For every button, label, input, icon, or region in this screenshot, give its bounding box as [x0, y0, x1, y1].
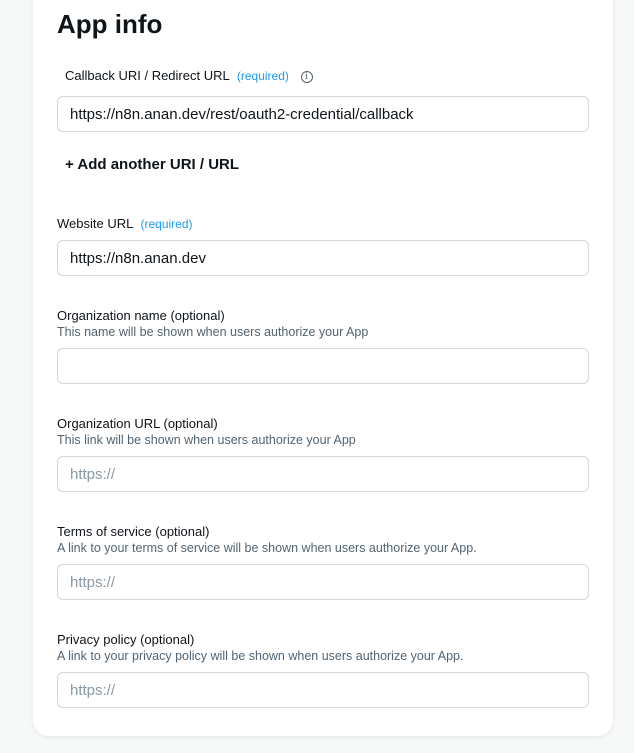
org-name-helper: This name will be shown when users authorize your App [57, 325, 369, 339]
org-url-input[interactable] [57, 456, 589, 492]
org-url-label-row [57, 416, 218, 432]
org-name-label: Organization name [57, 308, 167, 323]
info-icon[interactable]: i [301, 71, 313, 83]
privacy-label: Privacy policy [57, 632, 137, 647]
callback-required-tag: (required) [236, 69, 289, 83]
org-url-helper: This link will be shown when users authorize your App [57, 433, 356, 447]
privacy-label-row [57, 632, 194, 648]
page-title: App info [57, 9, 163, 39]
privacy-optional-tag: (optional) [140, 632, 195, 647]
terms-optional-tag: (optional) [155, 524, 210, 539]
callback-url-input[interactable] [57, 96, 589, 132]
terms-helper: A link to your terms of service will be shown when users authorize your App. [57, 541, 477, 555]
org-name-optional-tag: (optional) [170, 308, 225, 323]
org-url-label: Organization URL [57, 416, 160, 431]
org-name-input[interactable] [57, 348, 589, 384]
website-required-tag: (required) [140, 217, 193, 231]
org-url-optional-tag: (optional) [163, 416, 218, 431]
callback-label: Callback URI / Redirect URL [65, 68, 230, 83]
website-label-row [57, 216, 193, 232]
org-name-label-row [57, 308, 225, 324]
website-url-input[interactable] [57, 240, 589, 276]
privacy-url-input[interactable] [57, 672, 589, 708]
terms-label: Terms of service [57, 524, 152, 539]
website-label: Website URL [57, 216, 133, 231]
privacy-helper: A link to your privacy policy will be shown when users authorize your App. [57, 649, 464, 663]
add-another-uri-button[interactable]: + Add another URI / URL [65, 156, 240, 173]
terms-label-row [57, 524, 209, 540]
terms-url-input[interactable] [57, 564, 589, 600]
callback-label-row [65, 68, 313, 84]
